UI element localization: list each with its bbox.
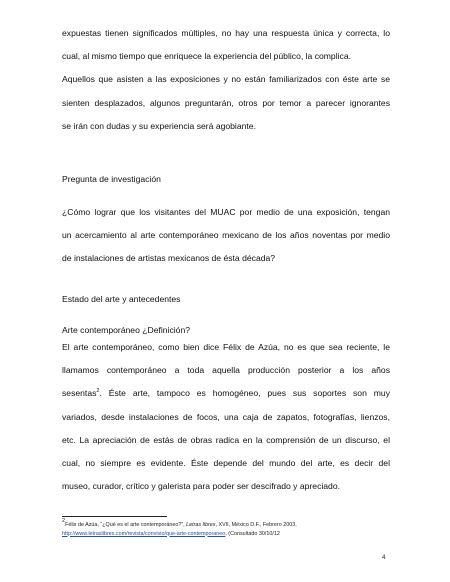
text-line: variados, desde instalaciones de focos, una caja de zapatos, fotografías, lienzos, [62, 411, 390, 422]
text-line: de instalaciones de artistas mexicanos de ésta década? [62, 253, 276, 264]
footnote-author-title: Félix de Azúa, “¿Qué es el arte contemporáneo?”, [65, 522, 187, 528]
paragraph-contemporary-art [62, 336, 390, 498]
text-line: etc. La apreciación de estás de obras radica en la comprensión de un discurso, el [62, 434, 390, 445]
text-line: cual, no siempre es evidente. Éste depende del mundo del arte, es decir del [62, 458, 390, 469]
paragraph-research-question [62, 201, 390, 271]
text-line: sienten desplazados, algunos preguntarán, otros por temor a parecer ignorantes [62, 97, 390, 108]
text-line-with-footnote-ref [62, 382, 390, 405]
text-line: ¿Cómo lograr que los visitantes del MUAC por medio de una exposición, tengan [62, 207, 390, 217]
heading-state-of-art: Estado del arte y antecedentes [62, 294, 181, 304]
text-line: llamamos contemporáneo a toda aquella producción posterior a los años [62, 365, 390, 376]
text-line: cual, al mismo tiempo que enriquece la experiencia del público, la complica. [62, 51, 351, 62]
footnote-url-link[interactable]: http://www.letraslibres.com/revista/convivio/que-arte-contemporaneo [62, 530, 226, 537]
page-number: 4 [382, 554, 386, 561]
text-fragment: sesentas [62, 388, 97, 399]
footnote-separator [62, 516, 167, 517]
text-line: se irán con dudas y su experiencia será agobiante. [62, 120, 256, 131]
text-line: Aquellos que asisten a las exposiciones y no están familiarizados con éste arte se [62, 74, 390, 85]
footnote-consulted: , (Consultado 30/10/12 [225, 530, 280, 537]
text-line: El arte contemporáneo, como bien dice Félix de Azúa, no es que sea reciente, le [62, 342, 390, 352]
subheading-definition: Arte contemporáneo ¿Definición? [62, 325, 191, 335]
footnote-reference[interactable]: 2 [96, 388, 100, 395]
footnote [62, 518, 392, 538]
text-line: un acercamiento al arte contemporáneo mexicano de los años noventas por medio [62, 230, 390, 241]
paragraph-exhibitions [62, 22, 390, 138]
footnote-details: , XVII, México D.F., Febrero 2003, [215, 522, 297, 528]
text-line: museo, curador, crítico y galerista para poder ser descifrado y apreciado. [62, 481, 341, 492]
footnote-number: 2 [62, 518, 66, 524]
text-fragment: . Éste arte, tampoco es homogéneo, pues sus soportes son muy [99, 388, 390, 399]
footnote-journal: Letras libres [186, 522, 216, 528]
text-line: expuestas tienen significados múltiples, no hay una respuesta única y correcta, lo [62, 28, 390, 38]
heading-research-question: Pregunta de investigación [62, 174, 161, 184]
